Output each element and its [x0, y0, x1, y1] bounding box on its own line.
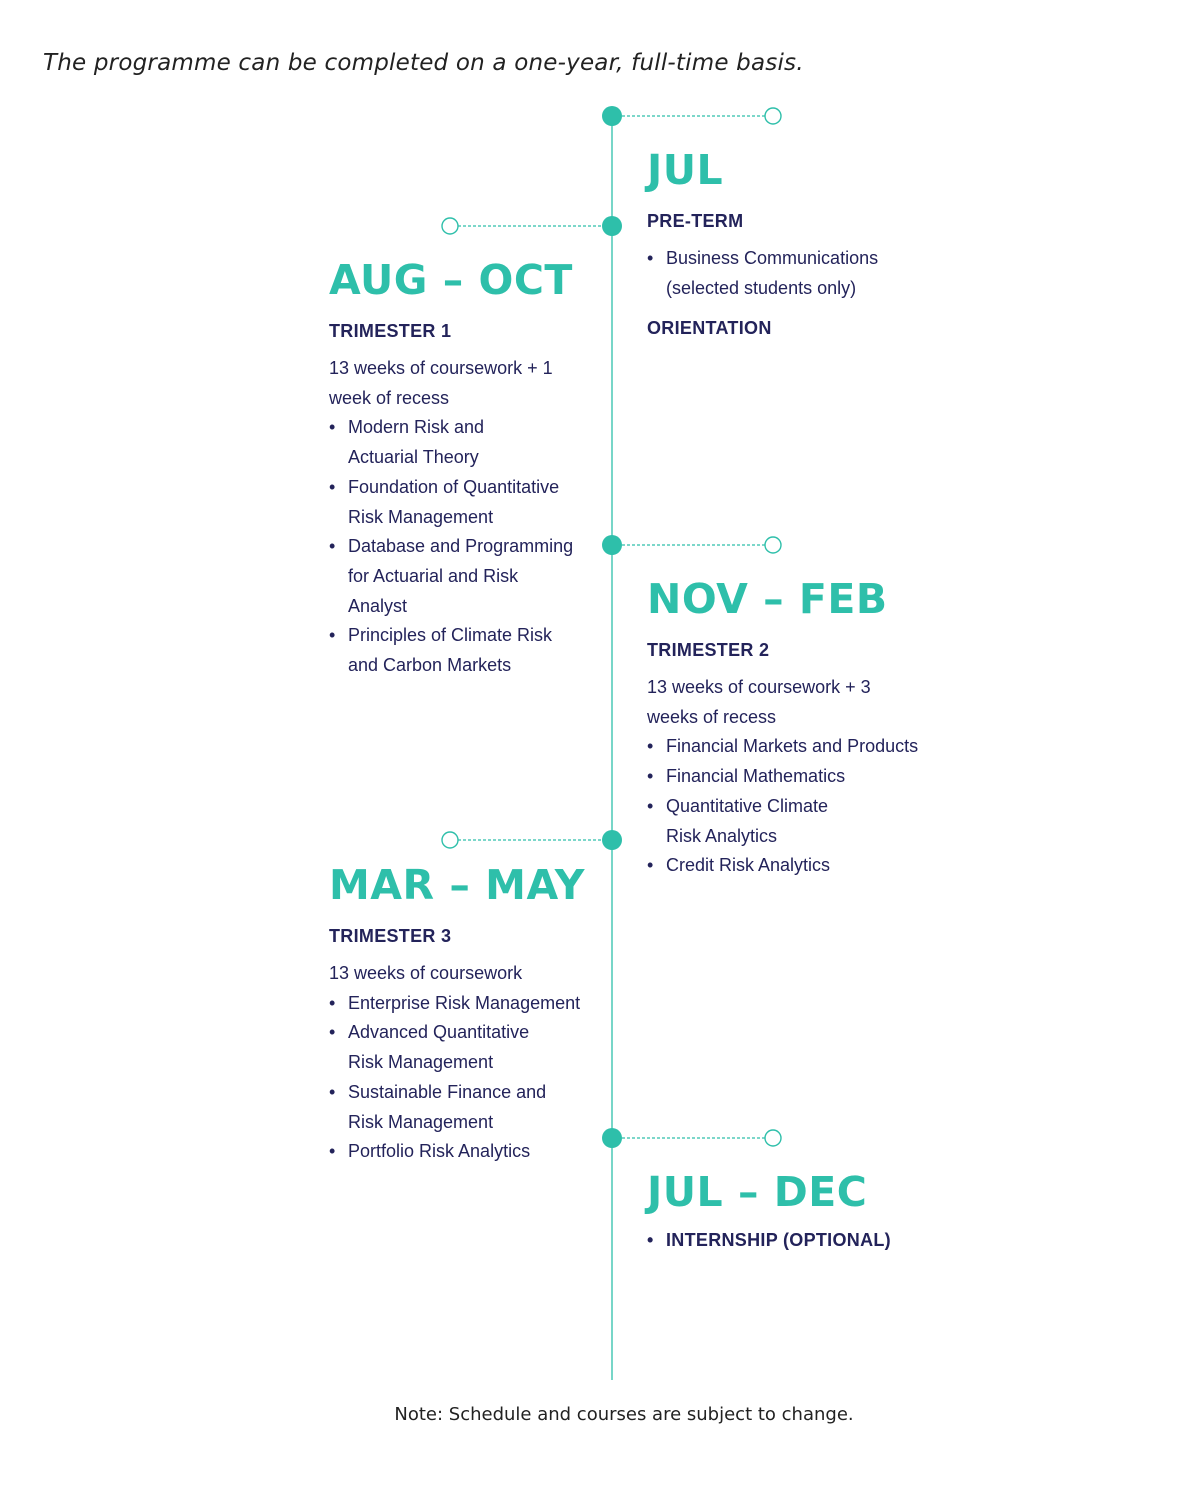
stage-trimester-3 — [329, 861, 604, 1167]
course-item: • Financial Markets and Products — [647, 732, 966, 762]
stage-trimester-1 — [329, 256, 604, 681]
course-list — [647, 732, 967, 881]
stage-description: 13 weeks of coursework — [329, 963, 523, 983]
course-item: • Financial Mathematics — [647, 762, 966, 792]
course-item: • Enterprise Risk Management — [329, 989, 618, 1019]
course-item: • Foundation of Quantitative Risk Management — [329, 473, 578, 532]
period-label: JUL – DEC — [647, 1168, 868, 1216]
timeline-node — [602, 830, 622, 850]
orientation-heading: ORIENTATION — [647, 318, 772, 339]
course-item: • INTERNSHIP (OPTIONAL) — [647, 1226, 986, 1256]
course-list — [647, 244, 897, 303]
course-list — [329, 989, 604, 1167]
stage-heading: TRIMESTER 1 — [329, 321, 452, 341]
timeline-node — [602, 216, 622, 236]
stage-heading: TRIMESTER 2 — [647, 640, 770, 660]
timeline-end-ring — [765, 537, 781, 553]
course-item: • Business Communications (selected students only) — [647, 244, 897, 303]
timeline-end-ring — [765, 108, 781, 124]
timeline-end-ring — [765, 1130, 781, 1146]
timeline-end-ring — [442, 218, 458, 234]
course-item: • Principles of Climate Risk and Carbon Markets — [329, 621, 578, 680]
stage-heading: TRIMESTER 3 — [329, 926, 452, 946]
course-item: • Database and Programming for Actuarial and Risk Analyst — [329, 532, 578, 621]
period-label: JUL — [647, 146, 724, 194]
course-item: • Sustainable Finance and Risk Management — [329, 1078, 578, 1137]
course-item: • Credit Risk Analytics — [647, 851, 966, 881]
period-label: AUG – OCT — [329, 256, 573, 304]
course-item: • Advanced Quantitative Risk Management — [329, 1018, 558, 1077]
stage-internship — [647, 1168, 967, 1256]
timeline-end-ring — [442, 832, 458, 848]
course-item: • Quantitative Climate Risk Analytics — [647, 792, 866, 851]
course-item: • Portfolio Risk Analytics — [329, 1137, 618, 1167]
stage-heading: PRE-TERM — [647, 211, 744, 231]
stage-description: 13 weeks of coursework + 3 weeks of recess — [647, 677, 871, 727]
stage-trimester-2 — [647, 575, 967, 881]
timeline-node — [602, 535, 622, 555]
course-list — [647, 1226, 967, 1256]
timeline-node — [602, 106, 622, 126]
stage-description: 13 weeks of coursework + 1 week of recess — [329, 358, 553, 408]
intro-text: The programme can be completed on a one-year, full-time basis. — [43, 50, 804, 76]
period-label: MAR – MAY — [329, 861, 585, 909]
period-label: NOV – FEB — [647, 575, 888, 623]
course-list — [329, 413, 604, 680]
footnote: Note: Schedule and courses are subject to change. — [394, 1404, 854, 1425]
course-item: • Modern Risk and Actuarial Theory — [329, 413, 518, 472]
stage-jul — [647, 146, 967, 339]
